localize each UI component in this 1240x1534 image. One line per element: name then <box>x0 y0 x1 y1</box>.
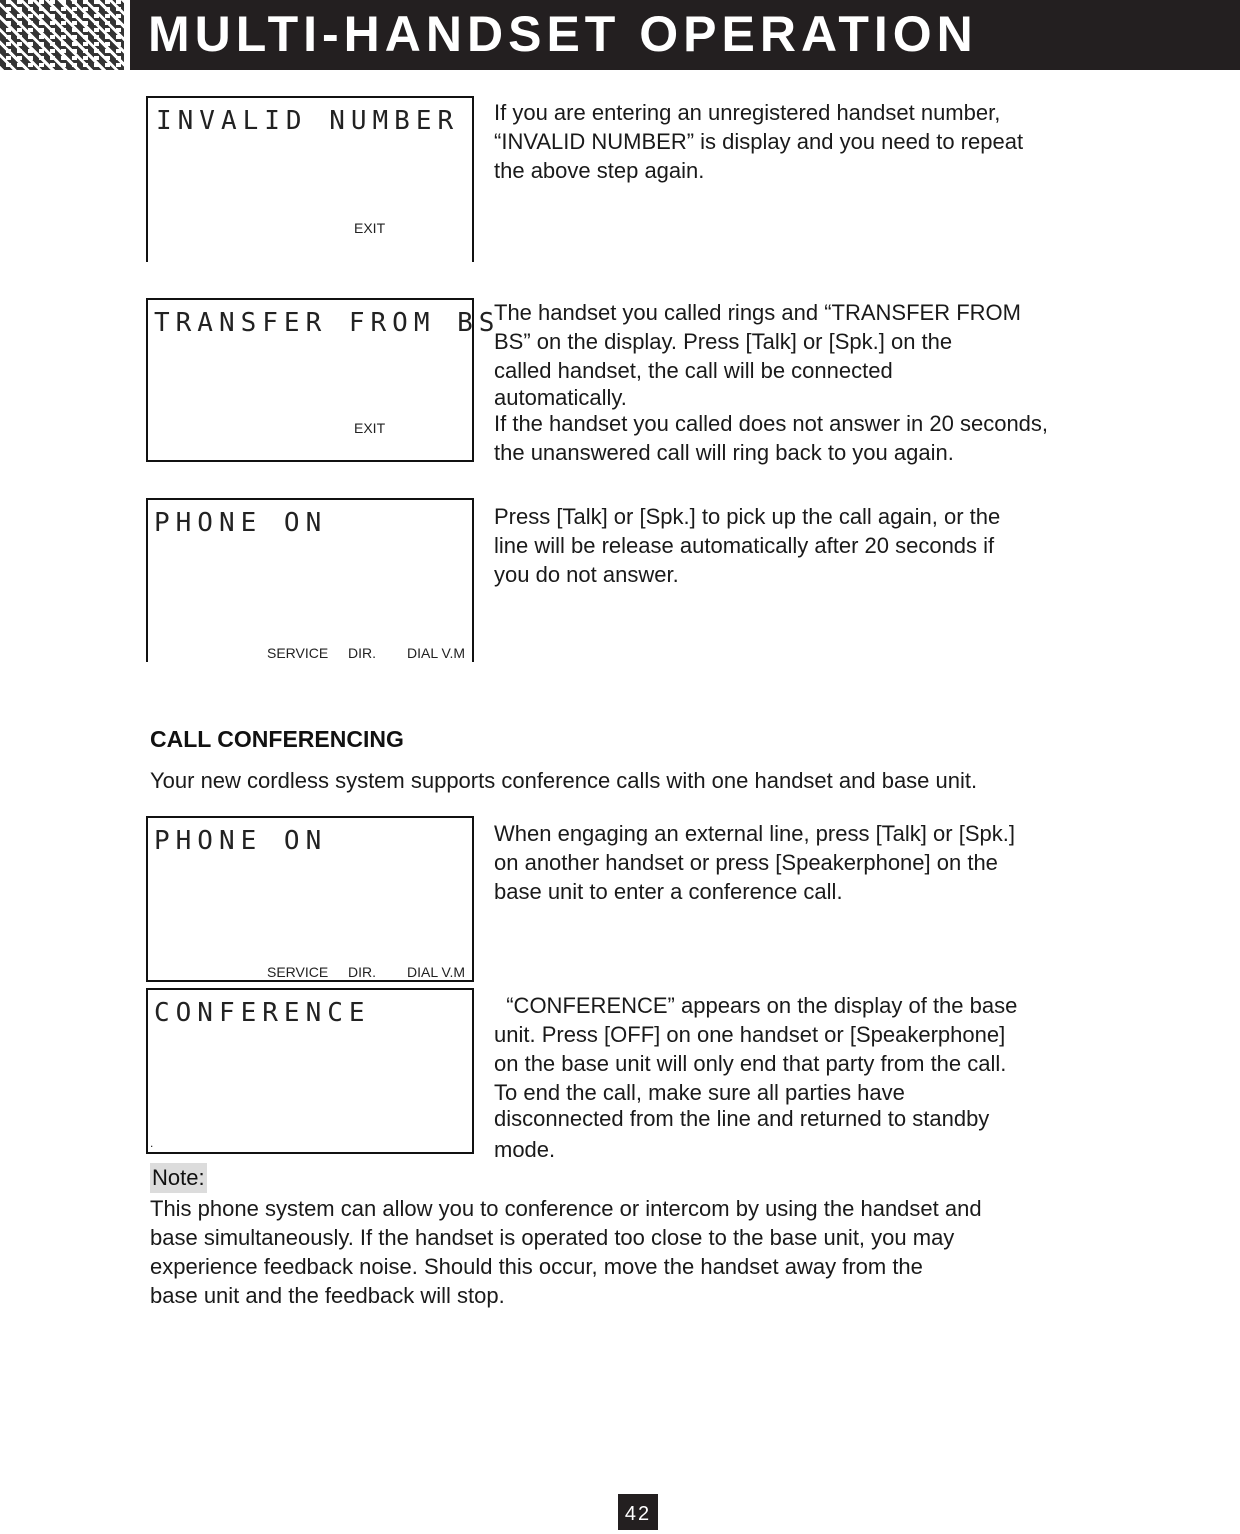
text-line: If you are entering an unregistered handset number, <box>494 100 1001 125</box>
section-heading-call-conferencing: CALL CONFERENCING <box>150 726 404 752</box>
text-line: called handset, the call will be connected <box>494 358 893 383</box>
text-line: mode. <box>494 1137 556 1162</box>
text-line: “INVALID NUMBER” is display and you need to repeat <box>494 129 1024 154</box>
lcd-transfer-from-bs <box>146 298 501 462</box>
lcd-phone-on-conference <box>146 816 474 982</box>
text-line: unit. Press [OFF] on one handset or [Speakerphone] <box>494 1022 1006 1047</box>
text-line: “CONFERENCE” appears on the display of the base <box>494 993 1018 1018</box>
invalid-number-description <box>494 98 1023 185</box>
text-line: the above step again. <box>494 158 705 183</box>
lcd-display-text: TRANSFER FROM BS <box>154 308 501 338</box>
lcd-display-text: CONFERENCE <box>154 998 371 1028</box>
lcd-softkey-service: SERVICE <box>267 964 329 980</box>
text-line: the unanswered call will ring back to you again. <box>494 440 954 465</box>
lcd-softkey-service: SERVICE <box>267 645 329 661</box>
note-body <box>150 1194 982 1310</box>
text-line: on the base unit will only end that party from the call. <box>494 1051 1007 1076</box>
note-label: Note: <box>150 1163 207 1193</box>
text-line: When engaging an external line, press [Talk] or [Spk.] <box>494 821 1015 846</box>
lcd-softkey-dial-vm: DIAL V.M <box>407 964 466 980</box>
text-line: This phone system can allow you to conference or intercom by using the handset and <box>150 1196 982 1221</box>
text-line: base unit to enter a conference call. <box>494 879 843 904</box>
text-line: BS” on the display. Press [Talk] or [Spk.] on the <box>494 329 953 354</box>
text-line: line will be release automatically after 20 seconds if <box>494 533 995 558</box>
page-number: 42 <box>618 1494 658 1530</box>
lcd-display-text: PHONE ON <box>154 826 328 856</box>
page-title: MULTI-HANDSET OPERATION <box>148 6 978 62</box>
brand-pattern-logo <box>0 0 124 70</box>
conference-display-description <box>494 991 1017 1164</box>
text-line: To end the call, make sure all parties have <box>494 1080 905 1105</box>
lcd-display-text: INVALID NUMBER <box>156 106 460 136</box>
lcd-phone-on <box>146 498 474 662</box>
text-line: The handset you called rings and “TRANSFER FROM <box>494 300 1021 325</box>
lcd-softkey-dir: DIR. <box>348 645 376 661</box>
lcd-invalid-number <box>146 96 474 262</box>
lcd-conference <box>146 988 474 1154</box>
lcd-corner-mark: . <box>150 1136 154 1150</box>
text-line: Press [Talk] or [Spk.] to pick up the call again, or the <box>494 504 1001 529</box>
conference-engage-description <box>494 819 1015 906</box>
lcd-softkey-exit: EXIT <box>354 220 386 236</box>
text-line: base unit and the feedback will stop. <box>150 1283 505 1308</box>
text-line: on another handset or press [Speakerphone] on the <box>494 850 998 875</box>
text-line: automatically. <box>494 385 627 410</box>
lcd-softkey-dial-vm: DIAL V.M <box>407 645 466 661</box>
lcd-softkey-dir: DIR. <box>348 964 376 980</box>
lcd-softkey-exit: EXIT <box>354 420 386 436</box>
text-line: If the handset you called does not answer in 20 seconds, <box>494 411 1049 436</box>
text-line: base simultaneously. If the handset is operated too close to the base unit, you may <box>150 1225 955 1250</box>
phone-on-description <box>494 502 1000 589</box>
transfer-description <box>494 298 1048 467</box>
text-line: you do not answer. <box>494 562 679 587</box>
lcd-display-text: PHONE ON <box>154 508 328 538</box>
text-line: disconnected from the line and returned to standby <box>494 1106 990 1131</box>
conferencing-intro: Your new cordless system supports conference calls with one handset and base unit. <box>150 768 978 793</box>
text-line: experience feedback noise. Should this occur, move the handset away from the <box>150 1254 923 1279</box>
